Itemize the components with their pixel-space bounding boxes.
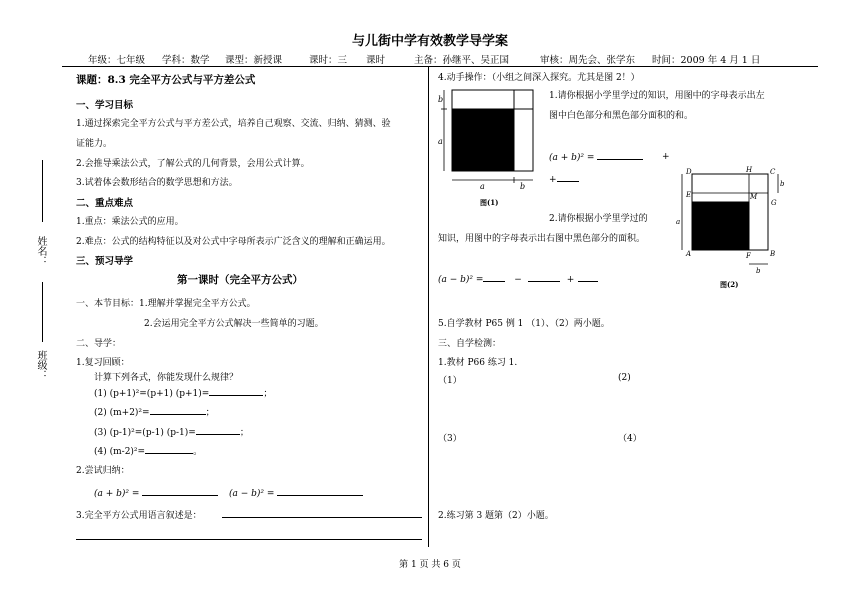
expr-1-blank[interactable] (209, 386, 263, 396)
fig2-caption: 图(2) (720, 280, 739, 289)
header-period: 课时 (366, 55, 386, 66)
eq1-blank-1[interactable] (597, 150, 643, 160)
name-line (42, 160, 43, 222)
expr-1 (94, 386, 272, 399)
expr-2 (94, 405, 215, 418)
fig2-label-b-bottom: b (756, 267, 761, 275)
q1-line-b: 图中白色部分和黑色部分面积的和。 (549, 111, 694, 121)
lesson-goal-a: 一、本节目标：1.理解并掌握完全平方公式。 (76, 299, 256, 309)
formula-2 (229, 486, 363, 499)
check-part-1: （1） (438, 376, 462, 386)
fig2-label-F: F (746, 252, 751, 260)
goal-1b: 证能力。 (76, 139, 113, 149)
fig2-label-C: C (770, 168, 776, 176)
check-2: 2.练习第 3 题第（2）小题。 (438, 511, 554, 521)
expr-3-text: (3) (p-1)²=(p-1) (p-1)= (94, 428, 196, 438)
eq1-plus-2-sign: + (549, 175, 557, 185)
header-divider (62, 66, 818, 67)
check-part-4: （4） (618, 434, 642, 444)
q1-line-a: 1.请你根据小学里学过的知识，用图中的字母表示出左 (549, 91, 765, 101)
check-part-3: （3） (438, 434, 462, 444)
page-footer: 第 1 页 共 6 页 (399, 560, 461, 570)
expr-4 (94, 444, 202, 457)
formula-1-text: (a + b)² = (94, 489, 140, 499)
goal-1a: 1.通过探索完全平方公式与平方差公式，培养自己观察、交流、归纳、猜测、验 (76, 119, 391, 129)
goal-3: 3.试着体会数形结合的数学思想和方法。 (76, 178, 238, 188)
goal-2: 2.会推导乘法公式，了解公式的几何背景，会用公式计算。 (76, 159, 310, 169)
expr-4-blank[interactable] (145, 444, 193, 454)
key-2: 2.难点：公式的结构特征以及对公式中字母所表示广泛含义的理解和正确运用。 (76, 237, 391, 247)
header-periods: 课时：三 (309, 55, 348, 66)
lesson-goal-b: 2.会运用完全平方公式解决一些简单的习题。 (144, 319, 324, 329)
fig1-label-b-left: b (438, 95, 444, 104)
self-study-5: 5.自学教材 P65 例 1 （1）、（2）两小题。 (438, 319, 610, 329)
section-goals: 一、学习目标 (76, 100, 134, 111)
fig2-label-a-left: a (676, 218, 681, 226)
formula-1-blank[interactable] (142, 486, 218, 496)
fig1-label-b-bottom: b (520, 182, 526, 191)
fig2-black-region (692, 202, 749, 250)
lesson-heading: 第一课时（完全平方公式） (177, 274, 303, 286)
operation-heading: 4.动手操作：（小组之间深入探究。尤其是图 2！） (438, 73, 640, 83)
figure-1 (436, 84, 544, 210)
eq1 (549, 150, 643, 163)
eq1-plus-1: + (662, 152, 670, 162)
expr-2-semicolon: ； (205, 408, 215, 418)
fig1-top-left (452, 90, 514, 109)
fig1-black-square (452, 109, 514, 171)
q2-line-b: 知识，用图中的字母表示出右图中黑色部分的面积。 (438, 234, 646, 244)
fig2-label-G: G (771, 199, 777, 207)
figure-2 (672, 166, 790, 290)
page-title: 与儿街中学有效教学导学案 (351, 34, 508, 49)
fig2-label-A: A (686, 250, 692, 258)
fig2-label-M: M (750, 193, 758, 201)
name-label: 姓名： (35, 236, 46, 266)
self-check-heading: 三、自学检测： (438, 339, 502, 349)
fig2-label-b-right: b (780, 180, 785, 188)
class-label: 班级： (35, 350, 46, 380)
fig2-label-E: E (686, 191, 692, 199)
formula-2-blank[interactable] (277, 486, 363, 496)
expr-2-blank[interactable] (150, 405, 206, 415)
q2-line-a: 2.请你根据小学里学过的 (549, 214, 648, 224)
fig1-right-strip (514, 109, 533, 171)
header-subject: 学科：数学 (162, 55, 210, 66)
try-heading: 2.尝试归纳： (76, 466, 130, 476)
q3-blank-1[interactable] (222, 508, 422, 518)
topic-heading: 课题：8.3 完全平方公式与平方差公式 (76, 74, 256, 86)
class-line (42, 282, 43, 342)
expr-3-semicolon: ； (239, 428, 249, 438)
eq2-blank-1[interactable] (483, 272, 505, 282)
calc-instruction: 计算下列各式，你能发现什么规律？ (94, 373, 239, 383)
header-date: 时间：2009 年 4 月 1 日 (652, 55, 761, 66)
fig1-top-right (514, 90, 533, 109)
header-lesson-type: 课型：新授课 (225, 55, 283, 66)
header-grade: 年级：七年级 (88, 55, 146, 66)
review-heading: 1.复习回顾： (76, 358, 130, 368)
fig2-label-B: B (770, 250, 776, 258)
section-key: 二、重点难点 (76, 198, 134, 209)
column-divider (428, 67, 429, 547)
fig2-label-D: D (686, 168, 692, 176)
q3-blank-2[interactable] (76, 530, 422, 540)
expr-3-blank[interactable] (196, 425, 240, 435)
section-preview: 三、预习导学 (76, 256, 134, 267)
eq2-text: (a − b)² = (438, 275, 484, 285)
fig1-label-a-bottom: a (480, 182, 485, 191)
formula-1 (94, 486, 218, 499)
expr-1-text: (1) (p+1)²=(p+1) (p+1)= (94, 389, 210, 399)
check-1: 1.教材 P66 练习 1. (438, 358, 518, 368)
eq1-text: (a + b)² = (549, 153, 595, 163)
expr-1-semicolon: ； (263, 389, 273, 399)
expr-3 (94, 425, 249, 438)
expr-4-period: 。 (193, 447, 203, 457)
header-authors: 主备：孙继平、吴正国 (414, 55, 510, 66)
expr-2-text: (2) (m+2)²= (94, 408, 150, 418)
expr-4-text: (4) (m-2)²= (94, 447, 146, 457)
eq2-minus: − (514, 275, 522, 285)
check-part-2: (2) (618, 373, 631, 383)
eq2-blank-3[interactable] (578, 272, 598, 282)
header-reviewers: 审核：周先会、张学东 (540, 55, 636, 66)
eq2 (438, 272, 598, 285)
q3-text: 3.完全平方公式用语言叙述是： (76, 511, 202, 521)
formula-2-text: (a − b)² = (229, 489, 275, 499)
fig2-label-H: H (746, 166, 753, 174)
eq1-plus-2 (549, 172, 579, 185)
key-1: 1.重点：乘法公式的应用。 (76, 217, 184, 227)
eq1-blank-2[interactable] (557, 172, 579, 182)
guide-heading: 二、导学： (76, 339, 122, 349)
fig1-label-a-left: a (438, 137, 443, 146)
eq2-plus: + (566, 275, 575, 285)
fig1-caption: 图(1) (480, 198, 499, 207)
eq2-blank-2[interactable] (528, 272, 560, 282)
